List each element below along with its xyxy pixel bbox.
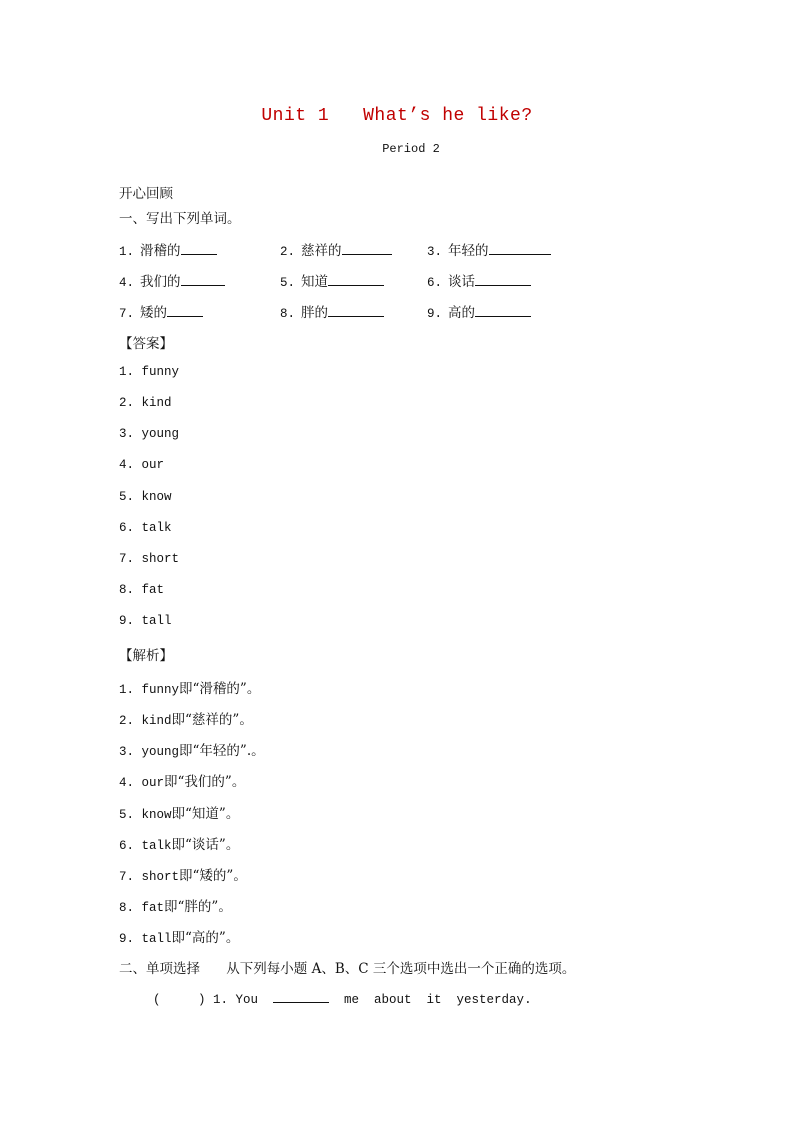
word-row bbox=[119, 301, 639, 321]
answer-blank[interactable] bbox=[181, 240, 217, 255]
page-subtitle: Period 2 bbox=[382, 142, 440, 156]
analysis-item: 2. kind即“慈祥的”。 bbox=[119, 712, 253, 728]
analysis-item: 5. know即“知道”。 bbox=[119, 806, 240, 822]
analysis-item: 6. talk即“谈话”。 bbox=[119, 837, 240, 853]
word-row bbox=[119, 239, 639, 259]
part2-heading: 二、单项选择 bbox=[119, 961, 200, 977]
word-item: 6. 谈话 bbox=[427, 270, 531, 290]
answer-blank[interactable] bbox=[181, 271, 225, 286]
answer-blank[interactable] bbox=[475, 271, 531, 286]
analysis-item: 8. fat即“胖的”。 bbox=[119, 899, 232, 915]
analysis-item: 4. our即“我们的”。 bbox=[119, 774, 246, 790]
answer-blank[interactable] bbox=[328, 271, 384, 286]
answer-item: 3. young bbox=[119, 427, 180, 441]
answer-item: 4. our bbox=[119, 458, 165, 472]
analysis-item: 9. tall即“高的”。 bbox=[119, 930, 240, 946]
word-item: 2. 慈祥的 bbox=[280, 239, 392, 259]
word-item: 1. 滑稽的 bbox=[119, 239, 217, 259]
word-item: 3. 年轻的 bbox=[427, 239, 551, 259]
analysis-item: 1. funny即“滑稽的”。 bbox=[119, 681, 261, 697]
section-heading: 开心回顾 bbox=[119, 186, 173, 202]
part1-instruction: 一、写出下列单词。 bbox=[119, 211, 241, 227]
answer-item: 1. funny bbox=[119, 365, 180, 379]
analysis-item: 3. young即“年轻的”.。 bbox=[119, 743, 265, 759]
answer-blank[interactable] bbox=[273, 988, 329, 1003]
part2-instruction: 从下列每小题 A、B、C 三个选项中选出一个正确的选项。 bbox=[226, 961, 576, 977]
word-item: 4. 我们的 bbox=[119, 270, 225, 290]
answer-item: 7. short bbox=[119, 552, 180, 566]
word-item: 5. 知道 bbox=[280, 270, 384, 290]
analysis-item: 7. short即“矮的”。 bbox=[119, 868, 247, 884]
answer-blank[interactable] bbox=[167, 302, 203, 317]
question-1: ( ) 1. You me about it yesterday. bbox=[153, 988, 532, 1007]
word-item: 9. 高的 bbox=[427, 301, 531, 321]
analysis-label: 【解析】 bbox=[119, 648, 173, 664]
answer-blank[interactable] bbox=[489, 240, 551, 255]
page-title: Unit 1 What’s he like? bbox=[261, 106, 533, 126]
word-row bbox=[119, 270, 639, 290]
answer-item: 2. kind bbox=[119, 396, 172, 410]
answer-item: 5. know bbox=[119, 490, 172, 504]
answer-item: 9. tall bbox=[119, 614, 172, 628]
word-item: 7. 矮的 bbox=[119, 301, 203, 321]
answer-item: 8. fat bbox=[119, 583, 165, 597]
answer-item: 6. talk bbox=[119, 521, 172, 535]
word-item: 8. 胖的 bbox=[280, 301, 384, 321]
answer-blank[interactable] bbox=[342, 240, 392, 255]
answer-blank[interactable] bbox=[328, 302, 384, 317]
part2-header bbox=[119, 957, 575, 977]
answer-blank[interactable] bbox=[475, 302, 531, 317]
answer-label: 【答案】 bbox=[119, 336, 173, 352]
